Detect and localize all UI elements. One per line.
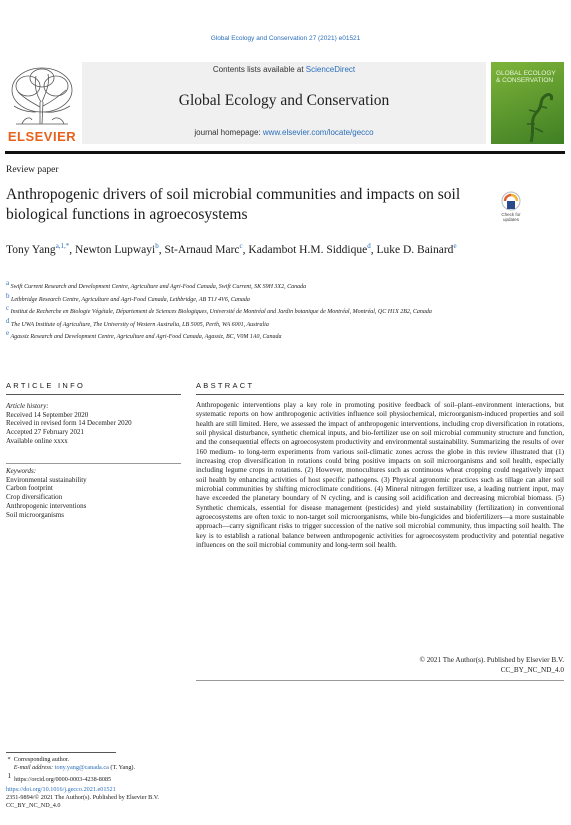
- author[interactable]: Luke D. Bainard$^e$: [376, 242, 457, 256]
- journal-reference[interactable]: Global Ecology and Conservation 27 (2021) e01521: [210, 35, 361, 42]
- keyword[interactable]: Anthropogenic interventions: [6, 501, 87, 510]
- history-item: Received 14 September 2020: [6, 410, 89, 419]
- divider: [196, 394, 564, 395]
- sciencedirect-link[interactable]: ScienceDirect: [305, 65, 356, 74]
- cover-title: GLOBAL ECOLOGY & CONSERVATION: [496, 70, 556, 84]
- article-title: Anthropogenic drivers of soil microbial communities and impacts on soil biological functions in agroecosystems: [6, 186, 461, 223]
- affiliation: $^b$ Lethbridge Research Centre, Agriculture and Agri-Food Canada, Lethbridge, AB T1J 4V6, Canada: [6, 291, 250, 303]
- keywords: [6, 467, 181, 519]
- license-line: CC_BY_NC_ND_4.0: [6, 802, 61, 809]
- keyword[interactable]: Environmental sustainability: [6, 475, 87, 484]
- journal-homepage-line: [82, 128, 486, 137]
- bottom-matter: [6, 786, 406, 810]
- divider: [196, 680, 564, 681]
- history-label: Article history:: [6, 402, 49, 410]
- history-item: Accepted 27 February 2021: [6, 428, 84, 437]
- keyword[interactable]: Crop diversification: [6, 493, 63, 502]
- author[interactable]: Kadambot H.M. Siddique$^d$: [248, 242, 371, 256]
- affiliation: $^e$ Agassiz Research and Development Centre, Agriculture and Agri-Food Canada, Agassiz, BC, V0M 1A0, Canada: [6, 329, 282, 341]
- history-item: Received in revised form 14 December 2020: [6, 419, 132, 428]
- check-for-updates-badge[interactable]: [496, 190, 526, 222]
- homepage-link[interactable]: www.elsevier.com/locate/gecco: [262, 128, 374, 137]
- contents-prefix: Contents lists available at: [212, 65, 306, 74]
- orcid-link[interactable]: https://orcid.org/0000-0003-4238-8085: [14, 776, 112, 784]
- affiliation: $^a$ Swift Current Research and Development Centre, Agriculture and Agri-Food Canada, Swift Current, SK S9H 3X2, Canada: [6, 279, 307, 290]
- doi-link[interactable]: https://doi.org/10.1016/j.gecco.2021.e01521: [6, 786, 116, 793]
- history-item: Available online xxxx: [6, 436, 68, 445]
- divider: [6, 463, 181, 464]
- abstract-copyright: © 2021 The Author(s). Published by Elsevier B.V.: [419, 656, 564, 664]
- elsevier-wordmark: ELSEVIER: [7, 129, 77, 144]
- corresponding-author-note: * Corresponding author.: [6, 756, 70, 763]
- divider: [6, 394, 181, 395]
- article-history: [6, 402, 181, 446]
- article-info-heading: ARTICLE INFO: [6, 381, 86, 390]
- keywords-label: Keywords:: [6, 467, 37, 475]
- affiliations: [6, 279, 561, 342]
- keyword[interactable]: Soil microorganisms: [6, 510, 65, 519]
- affiliation: $^c$ Institut de Recherche en Biologie Végétale, Département de Sciences Biologiques, Université de Montréal and Jardin botanique de Montréal, Montréal, QC H1X 2B2, Canada: [6, 304, 432, 316]
- article-type: Review paper: [6, 165, 59, 175]
- footnote-divider: [6, 752, 116, 753]
- journal-title: Global Ecology and Conservation: [178, 92, 390, 109]
- keyword[interactable]: Carbon footprint: [6, 484, 53, 493]
- check-updates-label: Check for updates: [501, 212, 521, 222]
- abstract-license: CC_BY_NC_ND_4.0: [500, 666, 564, 674]
- contents-line: [82, 65, 486, 74]
- abstract-heading: ABSTRACT: [196, 381, 255, 390]
- footnotes: [6, 756, 406, 784]
- email-note: E-mail address: tony.yang@canada.ca (T. Yang).: [13, 764, 136, 771]
- author[interactable]: Newton Lupwayi$^b$: [75, 242, 159, 256]
- affiliation: $^d$ The UWA Institute of Agriculture, The University of Western Australia, LB 5005, Perth, WA 6001, Australia: [6, 316, 269, 328]
- author-list: Tony Yang$^{a,1,*}$, Newton Lupwayi$^b$, St-Arnaud Marc$^c$, Kadambot H.M. Siddique$^d$, Luke D. Bainard$^e$: [6, 242, 457, 256]
- homepage-prefix: journal homepage:: [194, 128, 263, 137]
- issn-line: 2351-9894/© 2021 The Author(s). Published by Elsevier B.V.: [6, 794, 159, 801]
- author[interactable]: St-Arnaud Marc$^c$: [164, 242, 243, 256]
- orcid-note: $^1$ https://orcid.org/0000-0003-4238-8085: [7, 772, 112, 784]
- abstract-text: Anthropogenic interventions play a key role in promoting positive feedback of soil–plant–environment interactions, but systematic reports on how anthropogenic activities influence soil physiochemical, microorganism-induced properties and soil health are still limited. Here, we assessed the impact of anthropogenic interventions, including crop diversification in rotations, soil physical disturbance, synthetic chemical inputs, and bio-fertilizer use on soil microbial community structure and function, and the consequential effects on agroecosystem productivity and environmental sustainability. Summarizing the results of over 160 medium- to long-term experiments from various soil-climatic zones across the globe in this review illustrated that (1) increasing crop diversification in rotations could bring positive impacts on soil microorganisms and soil health, especially including legume crops in rotations. (2) However, monocultures such as continuous wheat cropping could negatively impact soil health by enhancing activities of host specific pathogens. (3) Physical agronomic practices such as tillage can alter soil microbial communities by shifting microclimate conditions. (4) Mineral nitrogen fertilizer use, a leading nutrient input, may have exceeded the planetary boundary of N cycling, and is causing soil acidification and decreasing microbial biomass. (5) Synthetic chemicals, essential for disease management (pesticides) and yield sustainability (fertilization) in conventional agroecosystems are often toxic to non-target soil microorganisms, while bio-fungicides and biofertilizers—a more sustainable approach—carry significant risks to trigger succession of the native soil microbial community, thus impacting soil health. The key is to establish a rational balance between anthropogenic activities for agroecosystem productivity and potential negative influences on the soil microbial community and long-term soil health.: [196, 401, 564, 550]
- header-divider: [5, 151, 565, 154]
- email-link[interactable]: tony.yang@canada.ca: [54, 764, 109, 771]
- author[interactable]: Tony Yang$^{a,1,*}$: [6, 242, 70, 256]
